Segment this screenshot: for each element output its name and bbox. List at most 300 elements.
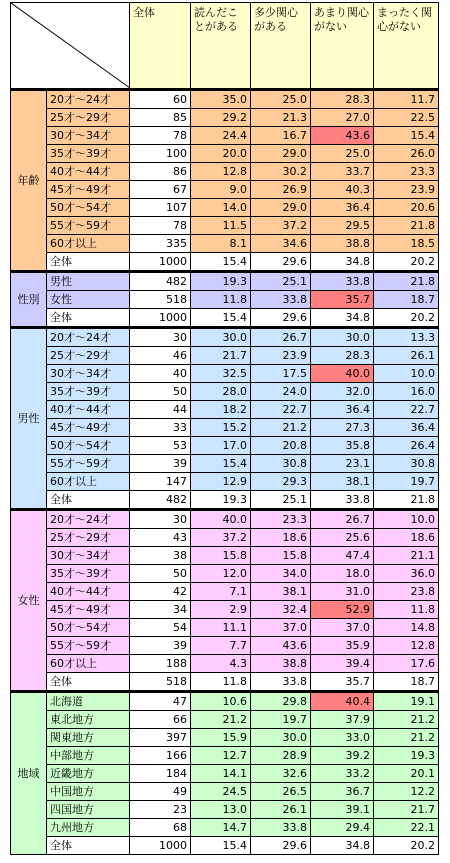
survey-crosstab-table: [10, 2, 439, 855]
count-cell: 85: [130, 109, 191, 127]
count-cell: 397: [130, 729, 191, 747]
percent-cell: 23.9: [374, 181, 439, 199]
percent-cell: 7.7: [191, 637, 251, 655]
percent-cell: 38.8: [251, 655, 311, 673]
percent-cell: 29.6: [251, 837, 311, 855]
count-cell: 23: [130, 801, 191, 819]
percent-cell: 17.6: [374, 655, 439, 673]
count-cell: 47: [130, 692, 191, 711]
percent-cell: 30.8: [251, 455, 311, 473]
row-label: 35才～39才: [47, 383, 130, 401]
percent-cell: 15.8: [191, 547, 251, 565]
table-row: [11, 547, 439, 565]
percent-cell: 29.4: [311, 819, 374, 837]
percent-cell: 26.9: [251, 181, 311, 199]
percent-cell: 25.6: [311, 529, 374, 547]
table-row: [11, 510, 439, 529]
count-cell: 518: [130, 291, 191, 309]
percent-cell: 15.4: [374, 127, 439, 145]
percent-cell: 18.7: [374, 291, 439, 309]
row-label: 35才～39才: [47, 145, 130, 163]
percent-cell: 22.5: [374, 109, 439, 127]
percent-cell: 15.8: [251, 547, 311, 565]
percent-cell: 11.1: [191, 619, 251, 637]
percent-cell: 31.0: [311, 583, 374, 601]
percent-cell: 11.5: [191, 217, 251, 235]
count-cell: 39: [130, 637, 191, 655]
count-cell: 38: [130, 547, 191, 565]
percent-cell: 21.2: [374, 711, 439, 729]
percent-cell: 34.8: [311, 253, 374, 272]
row-label: 全体: [47, 309, 130, 328]
percent-cell: 35.8: [311, 437, 374, 455]
percent-cell: 30.0: [191, 328, 251, 347]
percent-cell: 37.0: [251, 619, 311, 637]
header-not-very-interested: あまり関心がない: [311, 3, 374, 90]
percent-cell: 13.0: [191, 801, 251, 819]
table-row: [11, 109, 439, 127]
percent-cell: 15.4: [191, 455, 251, 473]
row-label: 女性: [47, 291, 130, 309]
percent-cell: 24.0: [251, 383, 311, 401]
percent-cell: 26.1: [251, 801, 311, 819]
group-label-4: 地域: [11, 692, 47, 855]
percent-cell: 12.0: [191, 565, 251, 583]
percent-cell: 40.0: [191, 510, 251, 529]
percent-cell: 40.4: [311, 692, 374, 711]
percent-cell: 18.6: [251, 529, 311, 547]
percent-cell: 37.9: [311, 711, 374, 729]
percent-cell: 29.0: [251, 145, 311, 163]
header-somewhat-interested: 多少関心がある: [251, 3, 311, 90]
percent-cell: 23.8: [374, 583, 439, 601]
percent-cell: 34.0: [251, 565, 311, 583]
count-cell: 43: [130, 529, 191, 547]
total-row: [11, 673, 439, 692]
percent-cell: 19.7: [251, 711, 311, 729]
percent-cell: 7.1: [191, 583, 251, 601]
percent-cell: 29.6: [251, 309, 311, 328]
percent-cell: 12.8: [191, 163, 251, 181]
row-label: 中部地方: [47, 747, 130, 765]
row-label: 45才～49才: [47, 419, 130, 437]
percent-cell: 21.7: [374, 801, 439, 819]
group-label-1: 性別: [11, 272, 47, 328]
header-row: [11, 3, 439, 90]
group-label-0: 年齢: [11, 90, 47, 272]
row-label: 北海道: [47, 692, 130, 711]
row-label: 全体: [47, 837, 130, 855]
percent-cell: 29.6: [251, 253, 311, 272]
percent-cell: 19.1: [374, 692, 439, 711]
group-label-3: 女性: [11, 510, 47, 692]
table-row: [11, 291, 439, 309]
percent-cell: 52.9: [311, 601, 374, 619]
percent-cell: 26.5: [251, 783, 311, 801]
percent-cell: 32.0: [311, 383, 374, 401]
count-cell: 50: [130, 565, 191, 583]
count-cell: 68: [130, 819, 191, 837]
table-row: [11, 692, 439, 711]
percent-cell: 23.9: [251, 347, 311, 365]
percent-cell: 43.6: [311, 127, 374, 145]
row-label: 関東地方: [47, 729, 130, 747]
count-cell: 482: [130, 491, 191, 510]
percent-cell: 12.2: [374, 783, 439, 801]
total-row: [11, 253, 439, 272]
count-cell: 34: [130, 601, 191, 619]
percent-cell: 36.0: [374, 565, 439, 583]
percent-cell: 35.7: [311, 673, 374, 692]
percent-cell: 19.3: [374, 747, 439, 765]
percent-cell: 24.5: [191, 783, 251, 801]
row-label: 30才～34才: [47, 127, 130, 145]
count-cell: 44: [130, 401, 191, 419]
percent-cell: 26.7: [251, 328, 311, 347]
table-row: [11, 601, 439, 619]
row-label: 60才以上: [47, 473, 130, 491]
percent-cell: 29.0: [251, 199, 311, 217]
percent-cell: 30.8: [374, 455, 439, 473]
percent-cell: 2.9: [191, 601, 251, 619]
percent-cell: 39.1: [311, 801, 374, 819]
row-label: 全体: [47, 253, 130, 272]
percent-cell: 16.7: [251, 127, 311, 145]
percent-cell: 15.4: [191, 253, 251, 272]
percent-cell: 25.1: [251, 272, 311, 291]
count-cell: 188: [130, 655, 191, 673]
percent-cell: 28.3: [311, 90, 374, 109]
percent-cell: 4.3: [191, 655, 251, 673]
total-row: [11, 837, 439, 855]
percent-cell: 18.2: [191, 401, 251, 419]
percent-cell: 11.8: [191, 673, 251, 692]
count-cell: 39: [130, 455, 191, 473]
row-label: 東北地方: [47, 711, 130, 729]
percent-cell: 21.8: [374, 491, 439, 510]
table-row: [11, 272, 439, 291]
count-cell: 33: [130, 419, 191, 437]
percent-cell: 15.2: [191, 419, 251, 437]
survey-table-container: [10, 2, 439, 855]
row-label: 20才～24才: [47, 328, 130, 347]
percent-cell: 21.2: [191, 711, 251, 729]
table-row: [11, 637, 439, 655]
count-cell: 66: [130, 711, 191, 729]
percent-cell: 17.0: [191, 437, 251, 455]
count-cell: 100: [130, 145, 191, 163]
table-row: [11, 747, 439, 765]
count-cell: 518: [130, 673, 191, 692]
percent-cell: 25.0: [311, 145, 374, 163]
row-label: 20才～24才: [47, 90, 130, 109]
table-row: [11, 655, 439, 673]
count-cell: 335: [130, 235, 191, 253]
table-row: [11, 529, 439, 547]
percent-cell: 14.1: [191, 765, 251, 783]
percent-cell: 15.4: [191, 309, 251, 328]
row-label: 55才～59才: [47, 637, 130, 655]
percent-cell: 32.4: [251, 601, 311, 619]
percent-cell: 33.8: [251, 673, 311, 692]
count-cell: 40: [130, 365, 191, 383]
table-row: [11, 619, 439, 637]
percent-cell: 30.0: [251, 729, 311, 747]
percent-cell: 22.1: [374, 819, 439, 837]
percent-cell: 35.0: [191, 90, 251, 109]
percent-cell: 39.4: [311, 655, 374, 673]
percent-cell: 21.2: [251, 419, 311, 437]
percent-cell: 37.2: [191, 529, 251, 547]
count-cell: 49: [130, 783, 191, 801]
row-label: 45才～49才: [47, 601, 130, 619]
percent-cell: 21.2: [374, 729, 439, 747]
row-label: 全体: [47, 673, 130, 692]
percent-cell: 34.8: [311, 837, 374, 855]
table-row: [11, 199, 439, 217]
percent-cell: 39.2: [311, 747, 374, 765]
percent-cell: 9.0: [191, 181, 251, 199]
row-label: 四国地方: [47, 801, 130, 819]
percent-cell: 33.8: [251, 819, 311, 837]
percent-cell: 18.0: [311, 565, 374, 583]
row-label: 25才～29才: [47, 347, 130, 365]
row-label: 男性: [47, 272, 130, 291]
percent-cell: 30.2: [251, 163, 311, 181]
percent-cell: 10.0: [374, 510, 439, 529]
count-cell: 86: [130, 163, 191, 181]
count-cell: 53: [130, 437, 191, 455]
total-row: [11, 309, 439, 328]
row-label: 50才～54才: [47, 619, 130, 637]
table-row: [11, 181, 439, 199]
row-label: 45才～49才: [47, 181, 130, 199]
count-cell: 78: [130, 127, 191, 145]
table-row: [11, 583, 439, 601]
percent-cell: 30.0: [311, 328, 374, 347]
percent-cell: 16.0: [374, 383, 439, 401]
percent-cell: 47.4: [311, 547, 374, 565]
table-row: [11, 235, 439, 253]
row-label: 50才～54才: [47, 199, 130, 217]
percent-cell: 40.0: [311, 365, 374, 383]
percent-cell: 25.1: [251, 491, 311, 510]
count-cell: 54: [130, 619, 191, 637]
row-label: 30才～34才: [47, 365, 130, 383]
percent-cell: 28.3: [311, 347, 374, 365]
percent-cell: 15.9: [191, 729, 251, 747]
percent-cell: 20.2: [374, 309, 439, 328]
row-label: 35才～39才: [47, 565, 130, 583]
count-cell: 46: [130, 347, 191, 365]
row-label: 30才～34才: [47, 547, 130, 565]
percent-cell: 23.1: [311, 455, 374, 473]
percent-cell: 29.5: [311, 217, 374, 235]
header-corner-cell: [11, 3, 130, 90]
table-row: [11, 711, 439, 729]
percent-cell: 38.1: [251, 583, 311, 601]
percent-cell: 12.8: [374, 637, 439, 655]
percent-cell: 38.1: [311, 473, 374, 491]
percent-cell: 10.0: [374, 365, 439, 383]
group-label-2: 男性: [11, 328, 47, 510]
percent-cell: 26.0: [374, 145, 439, 163]
table-row: [11, 217, 439, 235]
table-row: [11, 765, 439, 783]
percent-cell: 34.6: [251, 235, 311, 253]
percent-cell: 29.2: [191, 109, 251, 127]
percent-cell: 8.1: [191, 235, 251, 253]
table-row: [11, 90, 439, 109]
table-row: [11, 565, 439, 583]
table-row: [11, 127, 439, 145]
percent-cell: 22.7: [374, 401, 439, 419]
percent-cell: 18.6: [374, 529, 439, 547]
percent-cell: 23.3: [374, 163, 439, 181]
count-cell: 1000: [130, 309, 191, 328]
count-cell: 166: [130, 747, 191, 765]
percent-cell: 25.0: [251, 90, 311, 109]
percent-cell: 20.2: [374, 253, 439, 272]
percent-cell: 27.3: [311, 419, 374, 437]
table-row: [11, 783, 439, 801]
table-row: [11, 365, 439, 383]
percent-cell: 24.4: [191, 127, 251, 145]
count-cell: 30: [130, 510, 191, 529]
count-cell: 60: [130, 90, 191, 109]
count-cell: 184: [130, 765, 191, 783]
row-label: 20才～24才: [47, 510, 130, 529]
percent-cell: 32.6: [251, 765, 311, 783]
percent-cell: 33.2: [311, 765, 374, 783]
row-label: 40才～44才: [47, 163, 130, 181]
row-label: 25才～29才: [47, 109, 130, 127]
table-row: [11, 328, 439, 347]
percent-cell: 20.1: [374, 765, 439, 783]
percent-cell: 33.8: [251, 291, 311, 309]
percent-cell: 19.7: [374, 473, 439, 491]
percent-cell: 21.8: [374, 272, 439, 291]
percent-cell: 32.5: [191, 365, 251, 383]
table-row: [11, 455, 439, 473]
table-row: [11, 801, 439, 819]
percent-cell: 36.4: [311, 401, 374, 419]
row-label: 25才～29才: [47, 529, 130, 547]
table-row: [11, 419, 439, 437]
row-label: 近畿地方: [47, 765, 130, 783]
percent-cell: 33.8: [311, 491, 374, 510]
percent-cell: 36.7: [311, 783, 374, 801]
percent-cell: 14.8: [374, 619, 439, 637]
table-row: [11, 163, 439, 181]
count-cell: 42: [130, 583, 191, 601]
percent-cell: 10.6: [191, 692, 251, 711]
percent-cell: 19.3: [191, 272, 251, 291]
percent-cell: 28.9: [251, 747, 311, 765]
percent-cell: 23.3: [251, 510, 311, 529]
percent-cell: 21.3: [251, 109, 311, 127]
percent-cell: 18.5: [374, 235, 439, 253]
percent-cell: 12.9: [191, 473, 251, 491]
percent-cell: 19.3: [191, 491, 251, 510]
percent-cell: 33.8: [311, 272, 374, 291]
row-label: 55才～59才: [47, 455, 130, 473]
percent-cell: 33.0: [311, 729, 374, 747]
table-row: [11, 347, 439, 365]
percent-cell: 20.0: [191, 145, 251, 163]
row-label: 九州地方: [47, 819, 130, 837]
percent-cell: 38.8: [311, 235, 374, 253]
row-label: 55才～59才: [47, 217, 130, 235]
percent-cell: 37.0: [311, 619, 374, 637]
percent-cell: 26.7: [311, 510, 374, 529]
percent-cell: 35.7: [311, 291, 374, 309]
percent-cell: 14.0: [191, 199, 251, 217]
percent-cell: 33.7: [311, 163, 374, 181]
count-cell: 147: [130, 473, 191, 491]
table-row: [11, 473, 439, 491]
total-row: [11, 491, 439, 510]
row-label: 中国地方: [47, 783, 130, 801]
table-row: [11, 145, 439, 163]
percent-cell: 37.2: [251, 217, 311, 235]
percent-cell: 21.7: [191, 347, 251, 365]
percent-cell: 36.4: [311, 199, 374, 217]
percent-cell: 20.2: [374, 837, 439, 855]
row-label: 40才～44才: [47, 583, 130, 601]
count-cell: 50: [130, 383, 191, 401]
percent-cell: 28.0: [191, 383, 251, 401]
count-cell: 30: [130, 328, 191, 347]
row-label: 50才～54才: [47, 437, 130, 455]
percent-cell: 22.7: [251, 401, 311, 419]
count-cell: 1000: [130, 837, 191, 855]
count-cell: 78: [130, 217, 191, 235]
percent-cell: 11.8: [374, 601, 439, 619]
percent-cell: 27.0: [311, 109, 374, 127]
percent-cell: 14.7: [191, 819, 251, 837]
row-label: 全体: [47, 491, 130, 510]
table-row: [11, 401, 439, 419]
percent-cell: 26.4: [374, 437, 439, 455]
table-row: [11, 383, 439, 401]
percent-cell: 20.8: [251, 437, 311, 455]
percent-cell: 29.3: [251, 473, 311, 491]
percent-cell: 40.3: [311, 181, 374, 199]
table-row: [11, 437, 439, 455]
percent-cell: 18.7: [374, 673, 439, 692]
table-row: [11, 819, 439, 837]
row-label: 40才～44才: [47, 401, 130, 419]
row-label: 60才以上: [47, 235, 130, 253]
percent-cell: 13.3: [374, 328, 439, 347]
percent-cell: 35.9: [311, 637, 374, 655]
count-cell: 67: [130, 181, 191, 199]
row-label: 60才以上: [47, 655, 130, 673]
percent-cell: 20.6: [374, 199, 439, 217]
percent-cell: 26.1: [374, 347, 439, 365]
header-not-interested-at-all: まったく関心がない: [374, 3, 439, 90]
percent-cell: 21.1: [374, 547, 439, 565]
count-cell: 1000: [130, 253, 191, 272]
percent-cell: 43.6: [251, 637, 311, 655]
table-row: [11, 729, 439, 747]
percent-cell: 11.8: [191, 291, 251, 309]
percent-cell: 36.4: [374, 419, 439, 437]
count-cell: 107: [130, 199, 191, 217]
diagonal-line: [11, 3, 130, 88]
percent-cell: 15.4: [191, 837, 251, 855]
